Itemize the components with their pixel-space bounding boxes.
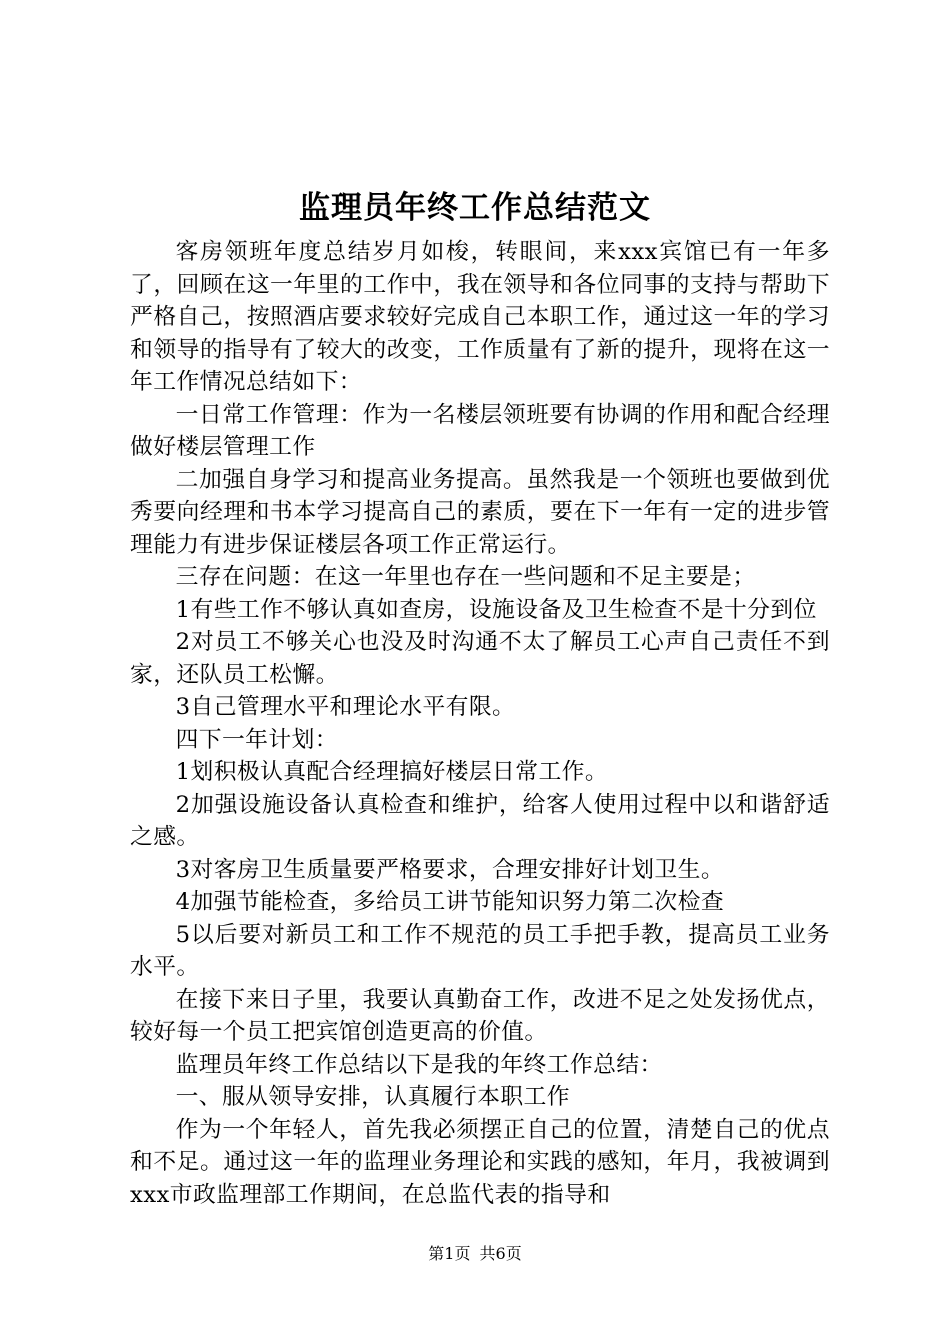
paragraph: 4加强节能检查，多给员工讲节能知识努力第二次检查: [175, 889, 725, 915]
paragraph: 2对员工不够关心也没及时沟通不太了解员工心声自己责任不到家，还队员工松懈。: [130, 629, 830, 688]
paragraph: 1划积极认真配合经理搞好楼层日常工作。: [175, 759, 609, 785]
paragraph: 1有些工作不够认真如查房，设施设备及卫生检查不是十分到位: [175, 596, 817, 623]
page-total: 共6页: [479, 1244, 522, 1263]
paragraph: 客房领班年度总结岁月如梭，转眼间，来xxx宾馆已有一年多了，回顾在这一年里的工作中，我在领导和各位同事的支持与帮助下严格自己，按照酒店要求较好完成自己本职工作，通过这一年的学习和领导的指导有了较大的改变，工作质量有了新的提升，现将在这一年工作情况总结如下：: [130, 239, 830, 395]
paragraph: 三存在问题：在这一年里也存在一些问题和不足主要是；: [175, 564, 756, 590]
paragraph: 四下一年计划：: [175, 726, 338, 753]
paragraph: 作为一个年轻人，首先我必须摆正自己的位置，清楚自己的优点和不足。通过这一年的监理业务理论和实践的感知，年月，我被调到xxx市政监理部工作期间，在总监代表的指导和: [130, 1116, 830, 1208]
page-number: 第1页: [428, 1244, 471, 1263]
document-title: 监理员年终工作总结范文: [299, 190, 651, 226]
paragraph: 5以后要对新员工和工作不规范的员工手把手教，提高员工业务水平。: [130, 921, 830, 980]
paragraph: 监理员年终工作总结以下是我的年终工作总结：: [175, 1051, 663, 1078]
document-body: [130, 236, 830, 1211]
paragraph: 3对客房卫生质量要严格要求，合理安排好计划卫生。: [175, 856, 725, 883]
paragraph: 3自己管理水平和理论水平有限。: [175, 694, 516, 720]
page-footer: [0, 1243, 950, 1265]
paragraph: 一日常工作管理：作为一名楼层领班要有协调的作用和配合经理做好楼层管理工作: [130, 401, 830, 460]
paragraph: 二加强自身学习和提高业务提高。虽然我是一个领班也要做到优秀要向经理和书本学习提高自己的素质，要在下一年有一定的进步管理能力有进步保证楼层各项工作正常运行。: [130, 466, 830, 558]
paragraph: 一、服从领导安排，认真履行本职工作: [175, 1084, 570, 1110]
paragraph: 在接下来日子里，我要认真勤奋工作，改进不足之处发扬优点，较好每一个员工把宾馆创造更高的价值。: [130, 986, 830, 1045]
paragraph: 2加强设施设备认真检查和维护，给客人使用过程中以和谐舒适之感。: [130, 791, 830, 850]
